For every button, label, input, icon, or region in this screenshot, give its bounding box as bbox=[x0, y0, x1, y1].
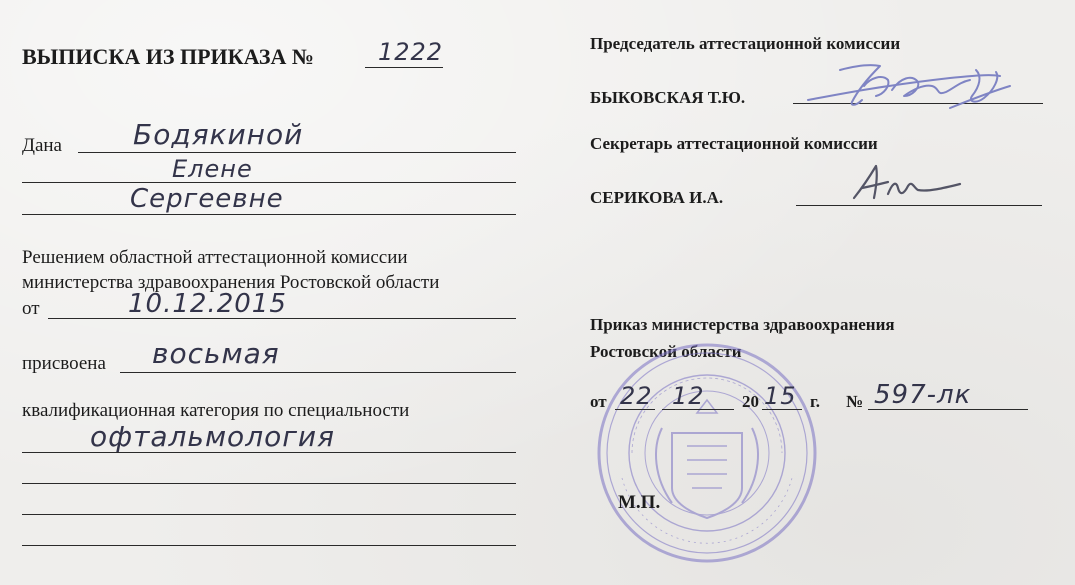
decision-from-label: от bbox=[22, 298, 40, 319]
decision-date-handwritten: 10.12.2015 bbox=[128, 289, 287, 319]
chairman-name: БЫКОВСКАЯ Т.Ю. bbox=[590, 88, 746, 107]
order-year-label: г. bbox=[810, 392, 821, 411]
order-number-right-handwritten: 597-лк bbox=[874, 380, 972, 410]
secretary-title: Секретарь аттестационной комиссии bbox=[590, 134, 878, 153]
category-handwritten: восьмая bbox=[152, 337, 280, 370]
seal-place-label: М.П. bbox=[618, 492, 661, 513]
chairman-signature bbox=[800, 56, 1040, 116]
specialty-handwritten: офтальмология bbox=[90, 420, 335, 453]
document-title: ВЫПИСКА ИЗ ПРИКАЗА № bbox=[22, 44, 315, 69]
name-line-3 bbox=[22, 214, 516, 215]
order-number-label: № bbox=[846, 392, 864, 411]
name-handwritten-1: Бодякиной bbox=[133, 118, 304, 151]
name-handwritten-2: Елене bbox=[172, 155, 253, 183]
blank-line-1 bbox=[22, 483, 516, 484]
order-number-line bbox=[365, 67, 443, 68]
assigned-label: присвоена bbox=[22, 353, 106, 374]
order-number-handwritten: 1222 bbox=[378, 38, 444, 66]
secretary-name: СЕРИКОВА И.А. bbox=[590, 188, 724, 207]
decision-text-line-2: министерства здравоохранения Ростовской области bbox=[22, 272, 440, 293]
name-line-1 bbox=[78, 152, 516, 153]
name-handwritten-3: Сергеевне bbox=[130, 184, 284, 214]
name-line-2 bbox=[22, 182, 516, 183]
order-from-label: от bbox=[590, 392, 607, 411]
order-year-handwritten: 15 bbox=[764, 382, 797, 410]
order-year-prefix: 20 bbox=[742, 392, 759, 411]
order-title-line-1: Приказ министерства здравоохранения bbox=[590, 315, 895, 334]
given-label: Дана bbox=[22, 135, 62, 156]
official-seal-stamp bbox=[592, 338, 822, 568]
order-title-line-2: Ростовской области bbox=[590, 342, 742, 361]
order-day-handwritten: 22 bbox=[620, 382, 653, 410]
chairman-title: Председатель аттестационной комиссии bbox=[590, 34, 901, 53]
qualification-label: квалификационная категория по специальности bbox=[22, 400, 410, 421]
blank-line-3 bbox=[22, 545, 516, 546]
order-month-handwritten: 12 bbox=[672, 382, 705, 410]
blank-line-2 bbox=[22, 514, 516, 515]
category-line bbox=[120, 372, 516, 373]
decision-text-line-1: Решением областной аттестационной комиссии bbox=[22, 247, 408, 268]
secretary-signature bbox=[848, 158, 968, 208]
